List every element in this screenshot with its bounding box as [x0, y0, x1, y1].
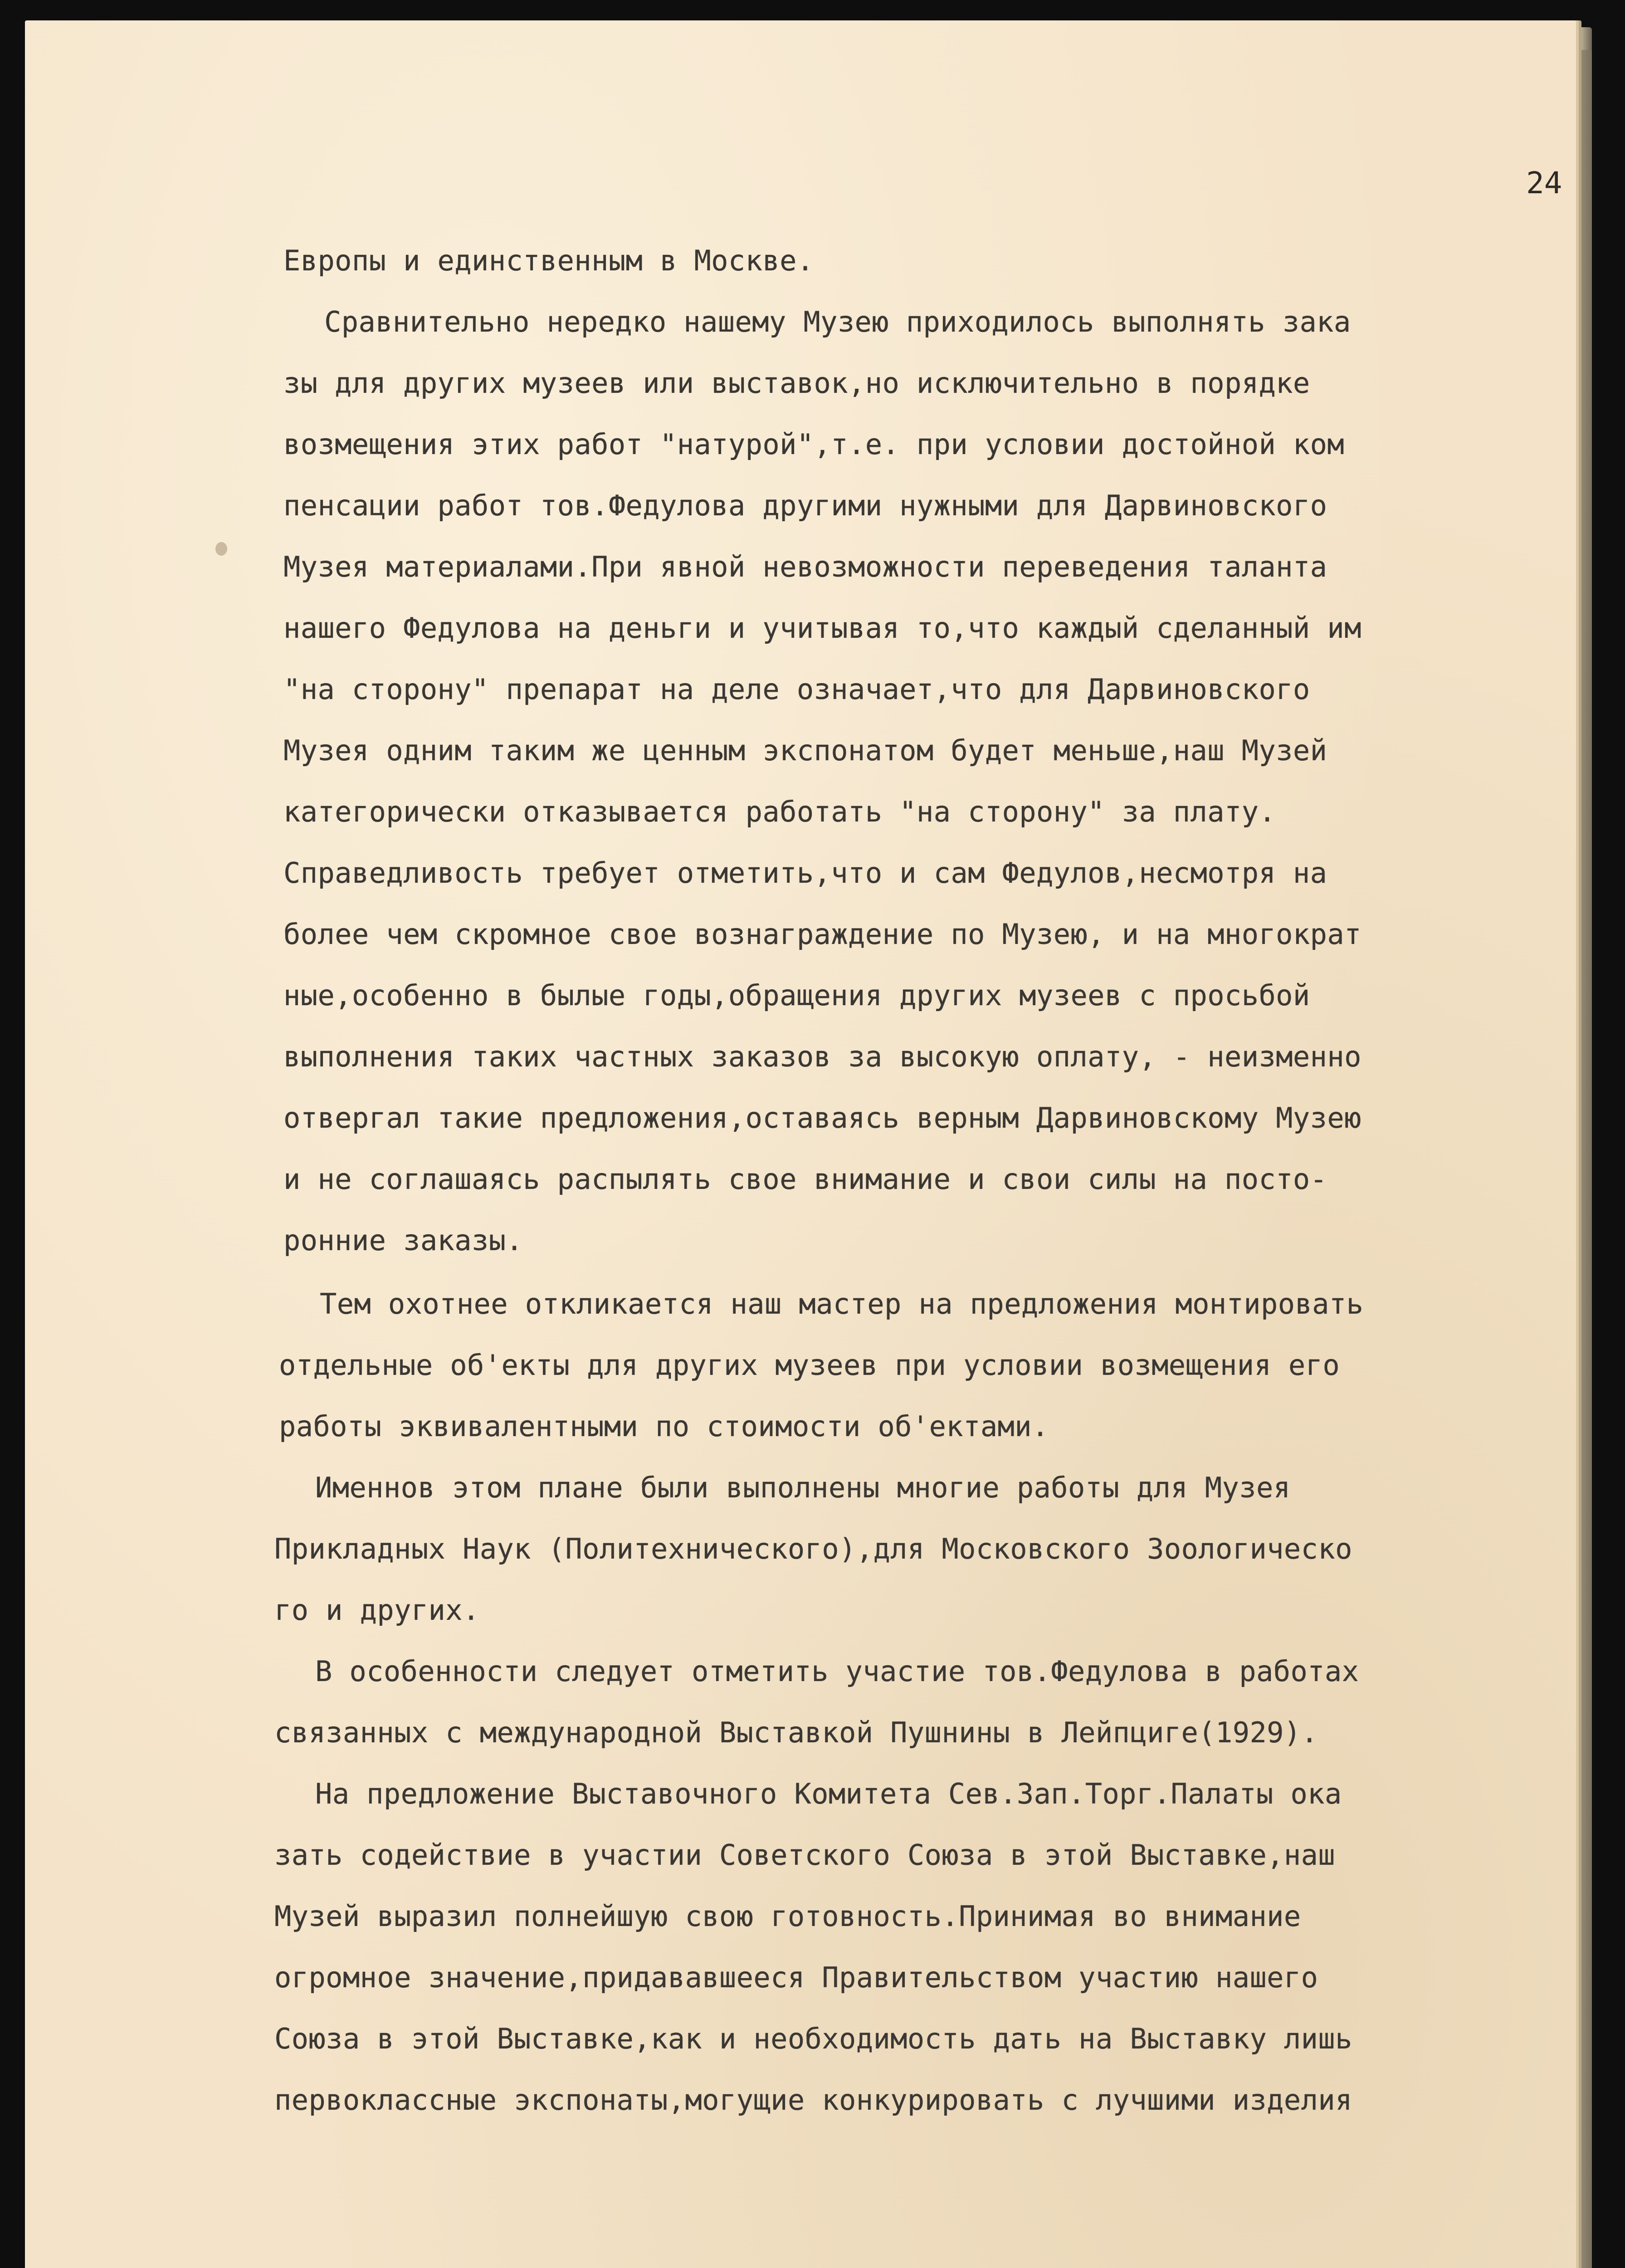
text-line: зать содействие в участии Советского Союза в этой Выставке,наш	[274, 1838, 1336, 1872]
text-line: выполнения таких частных заказов за высокую оплату, - неизменно	[283, 1040, 1361, 1073]
text-line: "на сторону" препарат на деле означает,что для Дарвиновского	[283, 673, 1310, 706]
text-line: Сравнительно нередко нашему Музею приходилось выполнять зака	[324, 305, 1351, 338]
text-line: первоклассные экспонаты,могущие конкурировать с лучшими изделия	[274, 2083, 1352, 2116]
text-line: возмещения этих работ "натурой",т.е. при условии достойной ком	[283, 428, 1345, 461]
text-line: Европы и единственным в Москве.	[283, 244, 814, 277]
text-line: нашего Федулова на деньги и учитывая то,что каждый сделанный им	[283, 611, 1361, 645]
text-line: и не соглашаясь распылять свое внимание и свои силы на посто-	[283, 1163, 1327, 1196]
text-line: зы для других музеев или выставок,но исключительно в порядке	[283, 367, 1310, 400]
text-line: В особенности следует отметить участие тов.Федулова в работах	[315, 1655, 1359, 1688]
page-stack-edge-inner	[1574, 50, 1592, 2268]
text-line: Союза в этой Выставке,как и необходимость дать на Выставку лишь	[274, 2022, 1352, 2055]
typed-text-body	[25, 20, 1576, 2268]
text-line: ронние заказы.	[283, 1224, 523, 1257]
text-line: Музея материалами.При явной невозможности переведения таланта	[283, 550, 1327, 583]
text-line: категорически отказывается работать "на сторону" за плату.	[283, 795, 1276, 828]
text-line: пенсации работ тов.Федулова другими нужными для Дарвиновского	[283, 489, 1327, 522]
page-number: 24	[1526, 166, 1562, 200]
document-page	[25, 20, 1576, 2268]
text-line: Музей выразил полнейшую свою готовность.Принимая во внимание	[274, 1900, 1301, 1933]
text-line: работы эквивалентными по стоимости об'ектами.	[279, 1410, 1049, 1443]
text-line: Музея одним таким же ценным экспонатом будет меньше,наш Музей	[283, 734, 1327, 767]
text-line: отвергал такие предложения,оставаясь верным Дарвиновскому Музею	[283, 1101, 1361, 1134]
text-line: отдельные об'екты для других музеев при условии возмещения его	[279, 1349, 1340, 1382]
text-line: более чем скромное свое вознаграждение по Музею, и на многократ	[283, 918, 1361, 951]
text-line: Тем охотнее откликается наш мастер на предложения монтировать	[320, 1287, 1364, 1320]
text-line: Прикладных Наук (Политехнического),для Московского Зоологическо	[274, 1532, 1352, 1565]
text-line: Справедливость требует отметить,что и сам Федулов,несмотря на	[283, 856, 1327, 890]
text-line: го и других.	[274, 1593, 480, 1627]
text-line: На предложение Выставочного Комитета Сев.Зап.Торг.Палаты ока	[315, 1777, 1342, 1810]
text-line: огромное значение,придававшееся Правительством участию нашего	[274, 1961, 1318, 1994]
text-line: ные,особенно в былые годы,обращения других музеев с просьбой	[283, 979, 1310, 1012]
text-line: связанных с международной Выставкой Пушнины в Лейпциге(1929).	[274, 1716, 1318, 1749]
text-line: Именнов этом плане были выполнены многие работы для Музея	[315, 1471, 1291, 1504]
